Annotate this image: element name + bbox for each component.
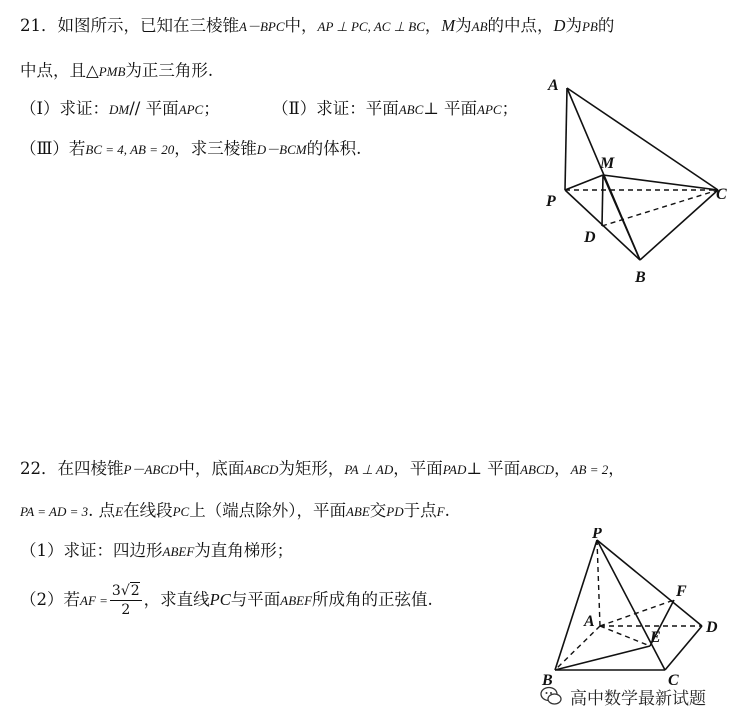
edge-MD [602,175,603,226]
watermark [540,680,706,712]
q22-part-1: （1）求证：四边形ABEF为直角梯形； [20,541,294,560]
label-P: P [592,528,602,542]
q22-line-1: 22．在四棱锥P－ABCD中，底面ABCD为矩形，PA ⊥ AD，平面PAD⊥ 平面ABCD，AB = 2， [20,459,625,478]
label-A: A [548,77,559,94]
edge-MB [603,175,640,260]
label-D: D [584,229,596,246]
label-F: F [676,583,687,600]
edge-BE [555,646,650,670]
q21-part-1: （Ⅰ）求证：DM// 平面APC； [20,99,220,118]
label-C: C [668,672,679,688]
edge-BC [640,190,718,260]
edge-AP [565,88,567,190]
label-P: P [546,193,556,210]
edge-AE-hidden [600,626,650,646]
edge-DC-hidden [602,190,718,226]
fraction-3sqrt2-over-2: $\frac{3√2}{2}$ [111,583,140,618]
q21-part-3: （Ⅲ）若BC = 4, AB = 20，求三棱锥D－BCM的体积. [20,139,362,158]
q21-part-2: （Ⅱ）求证：平面ABC⊥ 平面APC； [272,99,519,118]
edge-PA-hidden [597,540,600,626]
label-C: C [716,186,727,203]
label-A: A [584,613,595,630]
q21-line-2: 中点，且△PMB为正三角形. [20,61,214,80]
watermark-text: 高中数学最新试题 [570,688,706,709]
edge-MC [603,175,718,190]
edge-AC [567,88,718,190]
label-D: D [706,619,718,636]
q22-line-2: PA = AD = 3. 点E在线段PC上（端点除外），平面ABE交PD于点F. [20,501,450,520]
label-B: B [635,269,646,286]
q22-part-2: （2）若AF = $\frac{3√2}{2}$ ，求直线PC与平面ABEF所成角的正弦值. [20,583,433,618]
q22-figure [540,528,735,688]
chat-bubble-icon [540,685,562,707]
edge-PB [555,540,597,670]
edge-PM [565,175,603,190]
label-E: E [650,629,661,646]
q21-line-1: 21．如图所示，已知在三棱锥A－BPC中，AP ⊥ PC, AC ⊥ BC，M为AB的中点，D为PB的 [20,16,615,35]
label-B: B [542,672,553,688]
edge-CD [665,626,702,670]
label-M: M [600,155,615,172]
q21-figure [540,72,735,292]
